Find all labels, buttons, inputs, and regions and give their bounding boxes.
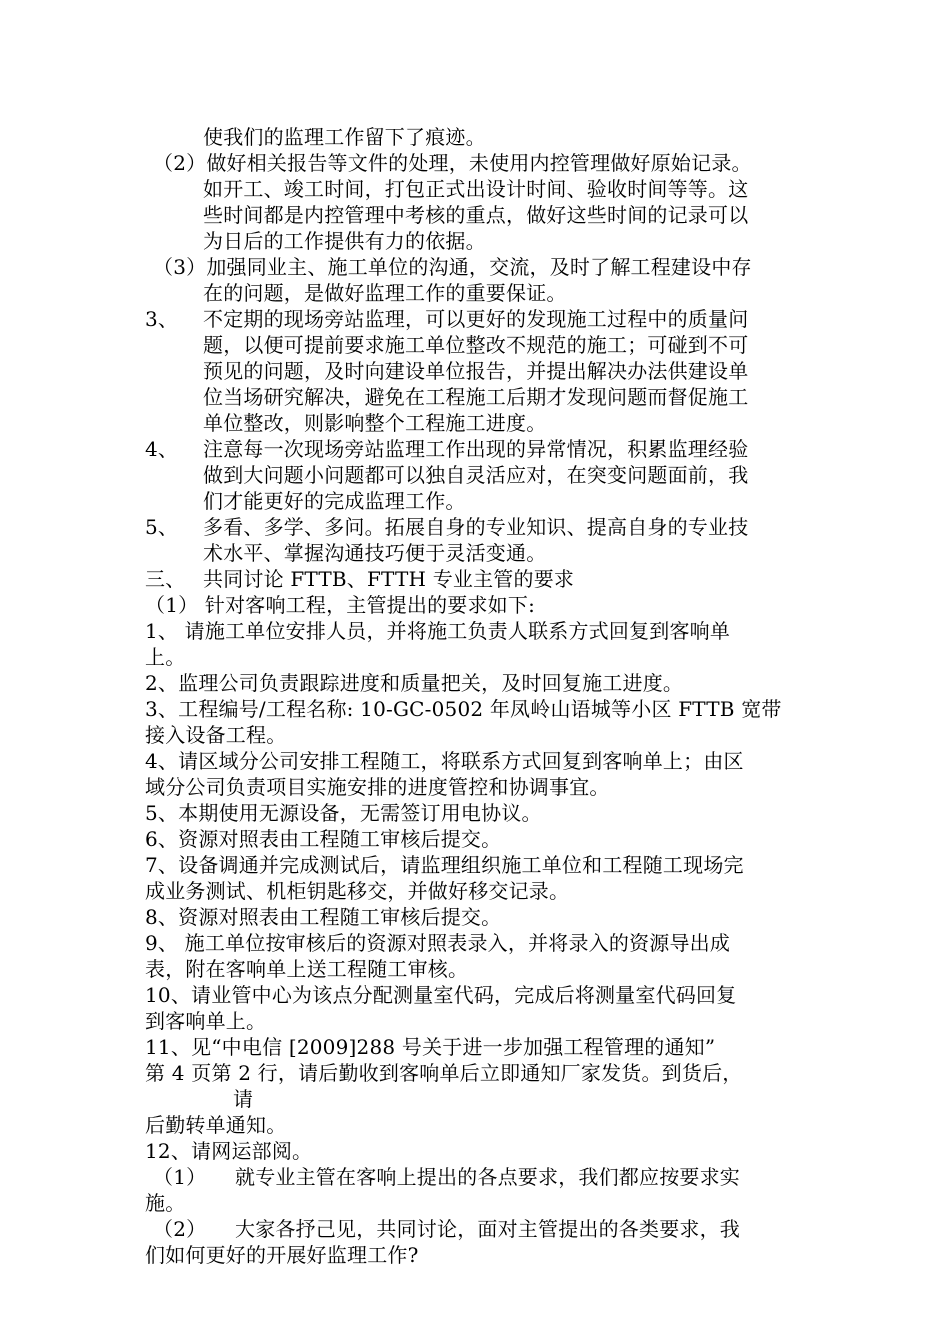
text-line: 使我们的监理工作留下了痕迹。 (203, 125, 486, 149)
text-line: 做到大问题小问题都可以独自灵活应对，在突变问题面前，我 (203, 463, 749, 487)
text-line: 们如何更好的开展好监理工作? (145, 1243, 419, 1267)
text-line: 9、 施工单位按审核后的资源对照表录入，并将录入的资源导出成 (145, 931, 731, 955)
text-line: （1） 针对客响工程，主管提出的要求如下: (145, 593, 536, 617)
list-item-5 (145, 514, 748, 540)
text-line: 施。 (145, 1191, 186, 1215)
section-number: 三、 (145, 567, 186, 591)
text-line: 们才能更好的完成监理工作。 (203, 489, 466, 513)
sub-number: （2） (153, 1217, 207, 1241)
list-number: 5、 (145, 515, 179, 539)
sub-item-1 (153, 1164, 740, 1190)
text-line: 注意每一次现场旁站监理工作出现的异常情况，积累监理经验 (203, 437, 749, 461)
text-line: 上。 (145, 645, 186, 669)
text-line: 大家各抒己见，共同讨论，面对主管提出的各类要求，我 (235, 1217, 740, 1241)
list-item-3 (145, 306, 748, 332)
list-item-4 (145, 436, 748, 462)
text-line: 多看、多学、多问。拓展自身的专业知识、提高自身的专业技 (203, 515, 749, 539)
list-number: 4、 (145, 437, 179, 461)
text-line: 后勤转单通知。 (145, 1113, 287, 1137)
text-line: 6、资源对照表由工程随工审核后提交。 (145, 827, 502, 851)
text-line: 位当场研究解决，避免在工程施工后期才发现问题而督促施工 (203, 385, 749, 409)
text-line: 域分公司负责项目实施安排的进度管控和协调事宜。 (145, 775, 610, 799)
section-title: 共同讨论 FTTB、FTTH 专业主管的要求 (203, 567, 575, 591)
text-line: 请 (233, 1087, 254, 1111)
text-line: 就专业主管在客响上提出的各点要求，我们都应按要求实 (235, 1165, 740, 1189)
text-line: 如开工、竣工时间，打包正式出设计时间、验收时间等等。这 (203, 177, 749, 201)
text-line: 表，附在客响单上送工程随工审核。 (145, 957, 469, 981)
text-line: 7、设备调通并完成测试后，请监理组织施工单位和工程随工现场完 (145, 853, 744, 877)
text-line: 8、资源对照表由工程随工审核后提交。 (145, 905, 502, 929)
text-line: 单位整改，则影响整个工程施工进度。 (203, 411, 547, 435)
text-line: 不定期的现场旁站监理，可以更好的发现施工过程中的质量问 (203, 307, 749, 331)
text-line: 接入设备工程。 (145, 723, 287, 747)
sub-number: （1） (153, 1165, 207, 1189)
text-line: 12、请网运部阅。 (145, 1139, 313, 1163)
text-line: 为日后的工作提供有力的依据。 (203, 229, 486, 253)
text-line: 1、 请施工单位安排人员，并将施工负责人联系方式回复到客响单 (145, 619, 731, 643)
text-line: 第 4 页第 2 行，请后勤收到客响单后立即通知厂家发货。到货后， (145, 1061, 743, 1085)
text-line: （2）做好相关报告等文件的处理，未使用内控管理做好原始记录。 (153, 151, 752, 175)
text-line: （3）加强同业主、施工单位的沟通，交流，及时了解工程建设中存 (153, 255, 752, 279)
text-line: 题，以便可提前要求施工单位整改不规范的施工；可碰到不可 (203, 333, 749, 357)
text-line: 术水平、掌握沟通技巧便于灵活变通。 (203, 541, 547, 565)
sub-item-2 (153, 1216, 740, 1242)
text-line: 10、请业管中心为该点分配测量室代码，完成后将测量室代码回复 (145, 983, 737, 1007)
text-line: 5、本期使用无源设备，无需签订用电协议。 (145, 801, 542, 825)
text-line: 到客响单上。 (145, 1009, 267, 1033)
text-line: 成业务测试、机柜钥匙移交，并做好移交记录。 (145, 879, 570, 903)
text-line: 预见的问题，及时向建设单位报告，并提出解决办法供建设单 (203, 359, 749, 383)
text-line: 在的问题，是做好监理工作的重要保证。 (203, 281, 567, 305)
text-line: 11、见“中电信 [2009]288 号关于进一步加强工程管理的通知” (145, 1035, 716, 1059)
section-heading (145, 566, 574, 592)
text-line: 4、请区域分公司安排工程随工，将联系方式回复到客响单上；由区 (145, 749, 744, 773)
text-line: 3、工程编号/工程名称: 10-GC-0502 年凤岭山语城等小区 FTTB 宽带 (145, 697, 782, 721)
text-line: 些时间都是内控管理中考核的重点，做好这些时间的记录可以 (203, 203, 749, 227)
text-line: 2、监理公司负责跟踪进度和质量把关，及时回复施工进度。 (145, 671, 684, 695)
list-number: 3、 (145, 307, 179, 331)
